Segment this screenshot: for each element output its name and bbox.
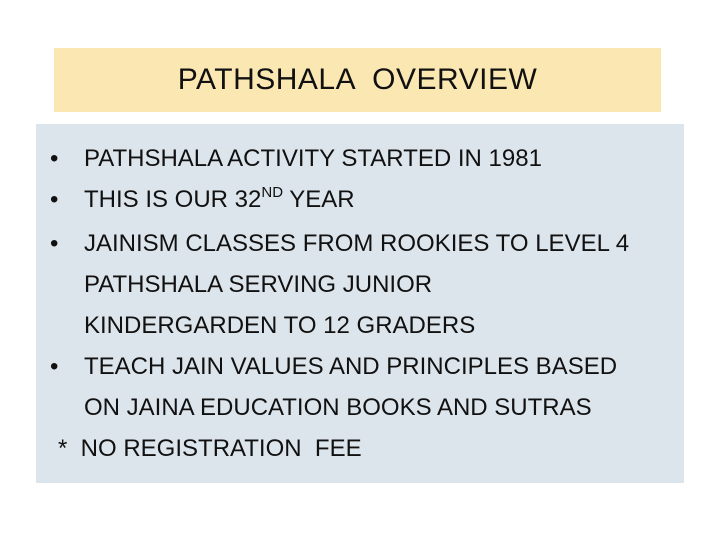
bullet-text-continued: ON JAINA EDUCATION BOOKS AND SUTRAS [84,394,592,421]
registration-note: * NO REGISTRATION FEE [58,435,362,462]
title-banner [54,48,661,112]
bullet-text-continued: PATHSHALA SERVING JUNIOR [84,271,433,298]
bullet-icon: • [50,353,59,380]
bullet-text-main: THIS IS OUR 32 [84,186,262,213]
list-item [50,179,682,223]
bullet-text [84,179,682,223]
bullet-text: PATHSHALA ACTIVITY STARTED IN 1981 [84,145,542,172]
page-title: PATHSHALA OVERVIEW [177,63,538,96]
bullet-list [50,138,682,469]
list-item [50,223,682,346]
bullet-text-end: YEAR [283,186,355,213]
ordinal-suffix: ND [261,184,284,201]
list-item [50,346,682,428]
bullet-icon: • [50,145,59,172]
content-panel [36,124,684,483]
bullet-text-continued: KINDERGARDEN TO 12 GRADERS [84,312,476,339]
bullet-icon: • [50,230,59,257]
list-item [50,138,682,179]
bullet-text: JAINISM CLASSES FROM ROOKIES TO LEVEL 4 [84,230,630,257]
bullet-icon: • [50,186,59,213]
bullet-text: TEACH JAIN VALUES AND PRINCIPLES BASED [84,353,618,380]
